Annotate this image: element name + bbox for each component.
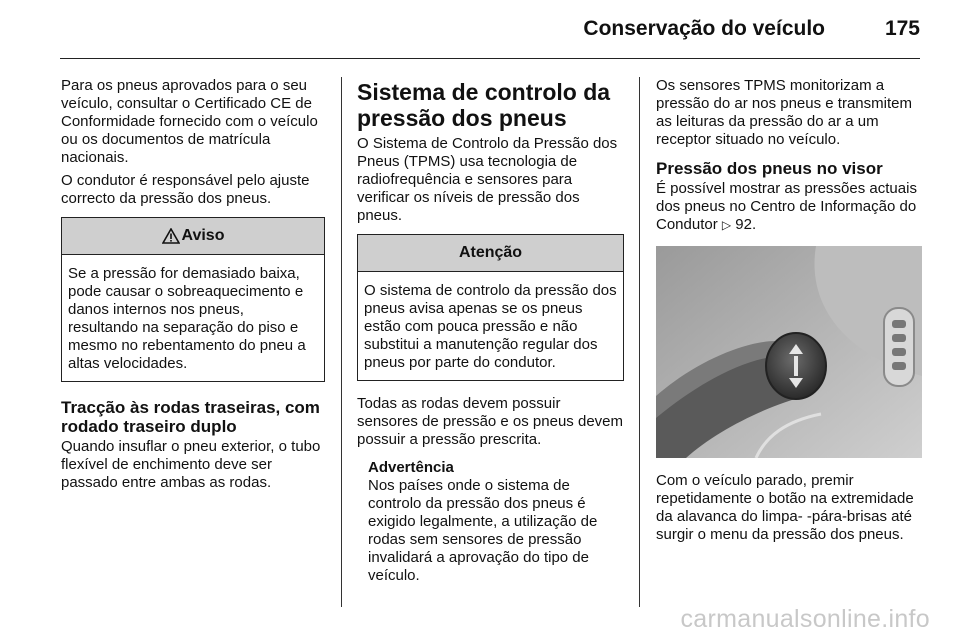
note-text: Nos países onde o sistema de controlo da pressão dos pneus é exigido legalmente, a utilização de rodas sem sensores de pressão invalidará a aprovação do tipo de veículo. <box>368 477 598 584</box>
header-title: Conservação do veículo <box>583 17 825 40</box>
warning-triangle-icon <box>162 228 180 244</box>
warning-box <box>61 217 325 382</box>
page-number: 175 <box>884 17 920 40</box>
warning-title: Aviso <box>181 227 225 244</box>
paragraph: O condutor é responsável pelo ajuste correcto da pressão dos pneus. <box>61 172 310 207</box>
note-title: Advertência <box>368 459 454 476</box>
warning-box-header <box>62 218 324 255</box>
paragraph-text: É possível mostrar as pressões actuais dos pneus no Centro de Informação do Condutor <box>656 180 917 233</box>
paragraph: O Sistema de Controlo da Pressão dos Pneus (TPMS) usa tecnologia de radiofrequência e sensores para verificar os níveis de pressão dos pneus. <box>357 135 618 224</box>
column-2 <box>357 77 624 590</box>
page-reference: 92. <box>735 216 757 233</box>
paragraph: Todas as rodas devem possuir sensores de pressão e os pneus devem possuir a pressão prescrita. <box>357 395 623 448</box>
note-block <box>368 459 624 585</box>
paragraph: Com o veículo parado, premir repetidamente o botão na extremidade da alavanca do limpa- -pára-brisas até surgir o menu da pressão dos pneus. <box>656 472 914 543</box>
paragraph: Quando insuflar o pneu exterior, o tubo flexível de enchimento deve ser passado entre ambas as rodas. <box>61 438 321 491</box>
warning-text: Se a pressão for demasiado baixa, pode causar o sobreaquecimento e danos internos nos pneus, resultando na separação do piso e mesmo no rebentamento do pneu a altas velocidades. <box>68 265 306 372</box>
column-3 <box>656 77 922 549</box>
section-heading: Tracção às rodas traseiras, com rodado traseiro duplo <box>61 398 320 436</box>
column-1 <box>61 77 325 497</box>
column-divider <box>341 77 342 607</box>
header-rule <box>60 58 920 59</box>
column-divider <box>639 77 640 607</box>
watermark: carmanualsonline.info <box>680 605 930 633</box>
paragraph: Os sensores TPMS monitorizam a pressão do ar nos pneus e transmitem as leituras da pressão do ar a um receptor situado no veículo. <box>656 77 912 148</box>
section-heading: Pressão dos pneus no visor <box>656 159 883 178</box>
paragraph <box>656 180 922 234</box>
attention-box-header: Atenção <box>358 235 623 272</box>
section-heading: Sistema de controlo da pressão dos pneus <box>357 79 611 131</box>
wiper-lever-photo <box>656 246 922 458</box>
attention-text: O sistema de controlo da pressão dos pneus avisa apenas se os pneus estão com pouca pressão e não substitui a manutenção regular dos pneus por parte do condutor. <box>364 282 617 371</box>
attention-box <box>357 234 624 381</box>
paragraph: Para os pneus aprovados para o seu veículo, consultar o Certificado CE de Conformidade fornecido com o veículo ou os documentos de matrícula nacionais. <box>61 77 318 166</box>
page-reference-icon: ▷ <box>721 218 732 232</box>
